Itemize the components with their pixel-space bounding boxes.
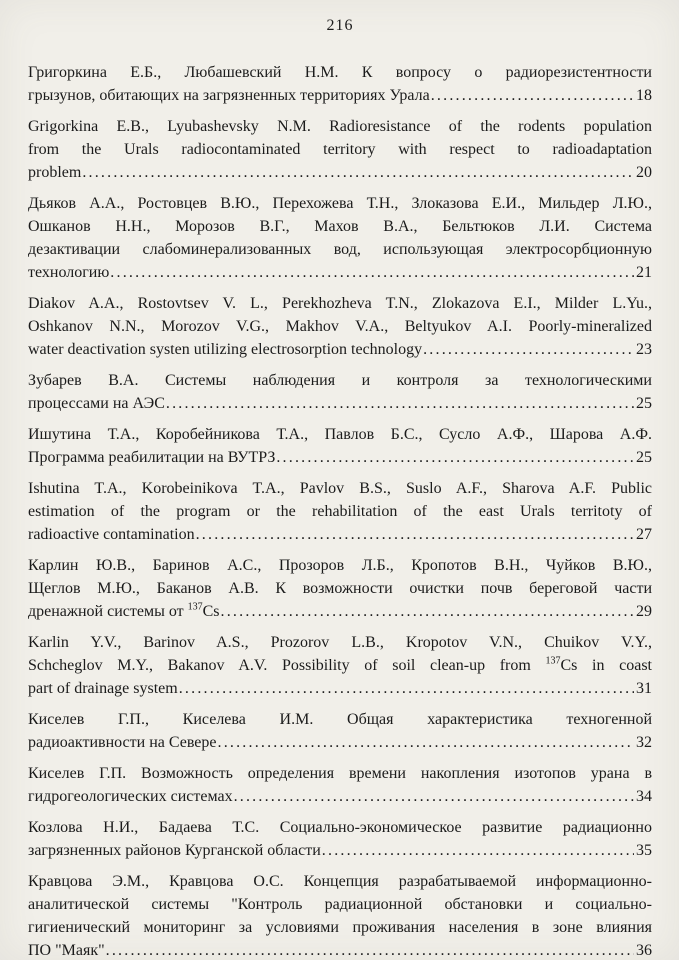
entry-line: Ошканов Н.Н., Морозов В.Г., Махов В.А., Бельтюков Л.И. Система: [28, 218, 652, 235]
entry-line: Schcheglov M.Y., Bakanov A.V. Possibility of soil clean-up from $^{137}$Cs in coast: [28, 655, 653, 674]
page-ref: 36: [636, 942, 652, 959]
toc-list: [28, 61, 652, 960]
dot-leader: [196, 523, 634, 546]
entry-line: Дьяков А.А., Ростовцев В.Ю., Перехожева Т.Н., Злоказова Е.И., Мильдер Л.Ю.,: [28, 195, 652, 212]
page-ref: 25: [636, 395, 652, 412]
entry-line: Кравцова Э.М., Кравцова О.С. Концепция разрабатываемой информационно-: [28, 873, 652, 890]
toc-entry: [28, 762, 652, 808]
entry-last-line: [28, 523, 652, 546]
dot-leader: [82, 161, 634, 184]
page-ref: 23: [636, 341, 652, 358]
dot-leader: [179, 677, 634, 700]
entry-last-line: [28, 731, 652, 754]
entry-line: аналитической системы "Контроль радиационной обстановки и социально-: [28, 896, 652, 913]
entry-last-line: [28, 839, 652, 862]
page-ref: 31: [636, 680, 652, 697]
entry-last-line-text: problem: [28, 164, 82, 181]
page-ref: 25: [636, 449, 652, 466]
entry-line: Grigorkina E.B., Lyubashevsky N.M. Radioresistance of the rodents population: [28, 118, 652, 135]
entry-last-line: [28, 600, 652, 623]
entry-last-line-text: Программа реабилитации на ВУТРЗ: [28, 449, 276, 466]
dot-leader: [218, 731, 635, 754]
entry-last-line-text: гидрогеологических системах: [28, 788, 233, 805]
entry-line: from the Urals radiocontaminated territory with respect to radioadaptation: [28, 141, 652, 158]
entry-last-line-text: дренажной системы от $^{137}$Cs: [28, 601, 220, 620]
toc-entry: [28, 708, 652, 754]
toc-entry: [28, 115, 652, 184]
page-ref: 35: [636, 842, 652, 859]
entry-last-line-text: загрязненных районов Курганской области: [28, 842, 321, 859]
entry-last-line: [28, 84, 652, 107]
dot-leader: [423, 338, 634, 361]
toc-entry: [28, 631, 652, 700]
entry-line: estimation of the program or the rehabilitation of the east Urals territoty of: [28, 503, 652, 520]
entry-last-line: [28, 939, 652, 960]
entry-last-line: [28, 161, 652, 184]
entry-last-line-text: грызунов, обитающих на загрязненных территориях Урала: [28, 87, 430, 104]
entry-last-line-text: технологию: [28, 264, 110, 281]
entry-line: Карлин Ю.В., Баринов А.С., Прозоров Л.Б., Кропотов В.Н., Чуйков В.Ю.,: [28, 557, 652, 574]
entry-last-line-text: water deactivation systen utilizing electrosorption technology: [28, 341, 423, 358]
dot-leader: [322, 839, 634, 862]
entry-last-line: [28, 261, 652, 284]
toc-entry: [28, 61, 652, 107]
toc-entry: [28, 292, 652, 361]
entry-line: Ишутина Т.А., Коробейникова Т.А., Павлов Б.С., Сусло А.Ф., Шарова А.Ф.: [28, 426, 652, 443]
toc-entry: [28, 192, 652, 284]
toc-entry: [28, 369, 652, 415]
entry-last-line: [28, 785, 652, 808]
entry-last-line-text: ПО "Маяк": [28, 942, 105, 959]
entry-last-line-text: радиоактивности на Севере: [28, 734, 217, 751]
dot-leader: [166, 392, 634, 415]
toc-entry: [28, 816, 652, 862]
page-number: 216: [326, 17, 354, 34]
entry-line: Григоркина Е.Б., Любашевский Н.М. К вопросу о радиорезистентности: [28, 64, 652, 81]
page-ref: 27: [636, 526, 652, 543]
dot-leader: [110, 261, 634, 284]
toc-entry: [28, 554, 652, 623]
entry-last-line: [28, 446, 652, 469]
toc-entry: [28, 423, 652, 469]
entry-last-line: [28, 392, 652, 415]
dot-leader: [276, 446, 634, 469]
page-ref: 18: [636, 87, 652, 104]
page-ref: 29: [636, 603, 652, 620]
entry-last-line-text: part of drainage system: [28, 680, 178, 697]
entry-line: Ishutina T.A., Korobeinikova T.A., Pavlov B.S., Suslo A.F., Sharova A.F. Public: [28, 480, 652, 497]
toc-entry: [28, 477, 652, 546]
entry-line: Козлова Н.И., Бадаева Т.С. Социально-экономическое развитие радиационно: [28, 819, 652, 836]
entry-line: гигиенический мониторинг за условиями проживания населения в зоне влияния: [28, 919, 652, 936]
entry-last-line-text: radioactive contamination: [28, 526, 195, 543]
page-ref: 20: [636, 164, 652, 181]
toc-entry: [28, 870, 652, 960]
dot-leader: [106, 939, 634, 960]
page-ref: 32: [636, 734, 652, 751]
entry-line: Щеглов М.Ю., Баканов А.В. К возможности очистки почв береговой части: [28, 580, 652, 597]
entry-last-line-text: процессами на АЭС: [28, 395, 165, 412]
page-ref: 21: [636, 264, 652, 281]
page-ref: 34: [636, 788, 652, 805]
entry-line: Киселев Г.П., Киселева И.М. Общая характеристика техногенной: [28, 711, 652, 728]
entry-line: Diakov A.A., Rostovtsev V. L., Perekhozheva T.N., Zlokazova E.I., Milder L.Yu.,: [28, 295, 652, 312]
entry-line: дезактивации слабоминерализованных вод, использующая электросорбционную: [28, 241, 652, 258]
entry-last-line: [28, 677, 652, 700]
dot-leader: [431, 84, 634, 107]
dot-leader: [221, 600, 634, 623]
entry-last-line: [28, 338, 652, 361]
entry-line: Киселев Г.П. Возможность определения времени накопления изотопов урана в: [28, 765, 652, 782]
entry-line: Oshkanov N.N., Morozov V.G., Makhov V.A., Beltyukov A.I. Poorly-mineralized: [28, 318, 652, 335]
entry-line: Karlin Y.V., Barinov A.S., Prozorov L.B., Kropotov V.N., Chuikov V.Y.,: [28, 634, 652, 651]
dot-leader: [234, 785, 634, 808]
entry-line: Зубарев В.А. Системы наблюдения и контроля за технологическими: [28, 372, 652, 389]
